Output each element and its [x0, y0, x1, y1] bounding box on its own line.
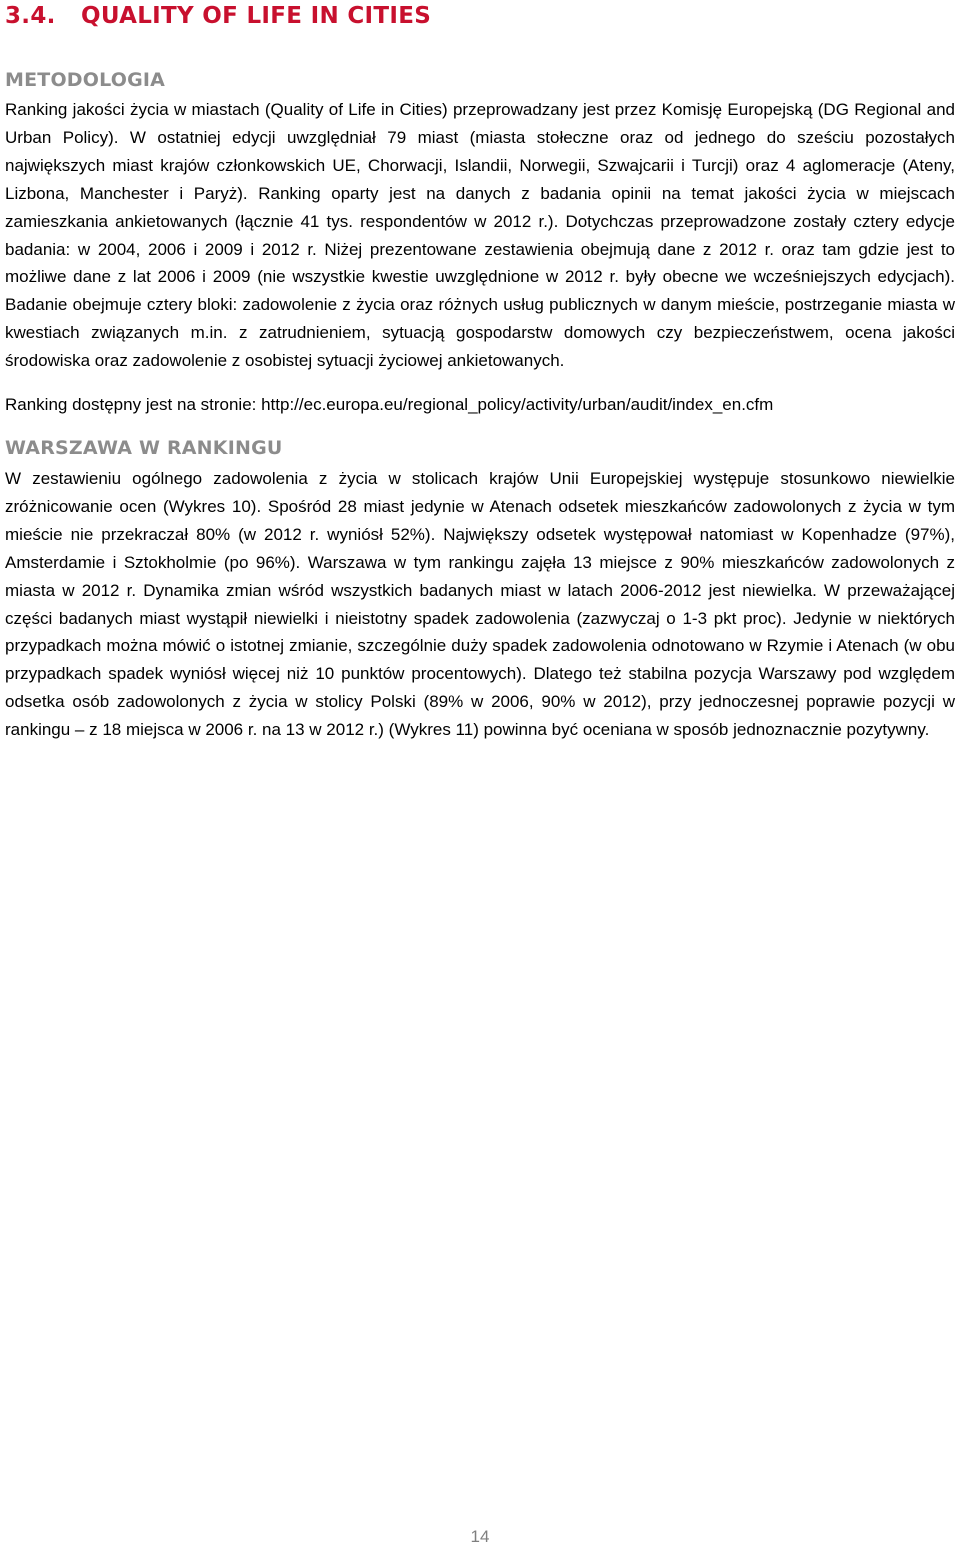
chapter-number: 3.4.	[5, 3, 56, 29]
paragraph-methodology: Ranking jakości życia w miastach (Quality of Life in Cities) przeprowadzany jest przez Komisję Europejską (DG Regional and Urban Policy). W ostatniej edycji uwzględniał 79 miast (miasta stołeczne oraz od jednego do sześciu pozostałych największych miast krajów członkowskich UE, Chorwacji, Islandii, Norwegii, Szwajcarii i Turcji) oraz 4 aglomeracje (Ateny, Lizbona, Manchester i Paryż). Ranking oparty jest na danych z badania opinii na temat jakości życia w miejscach zamieszkania ankietowanych (łącznie 41 tys. respondentów w 2012 r.). Dotychczas przeprowadzone zostały cztery edycje badania: w 2004, 2006 i 2009 i 2012 r. Niżej prezentowane zestawienia obejmują dane z 2012 r. oraz tam gdzie jest to możliwe dane z lat 2006 i 2009 (nie wszystkie kwestie uwzględnione w 2012 r. były obecne we wcześniejszych edycjach). Badanie obejmuje cztery bloki: zadowolenie z życia oraz różnych usług publicznych w danym mieście, postrzeganie miasta w kwestiach związanych m.in. z zatrudnieniem, sytuacją gospodarstw domowych czy bezpieczeństwem, ocena jakości środowiska oraz zadowolenie z osobistej sytuacji życiowej ankietowanych.	[5, 100, 955, 371]
section-title-warszawa-w-rankingu: WARSZAWA W RANKINGU	[5, 436, 283, 459]
paragraph-warsaw-ranking: W zestawieniu ogólnego zadowolenia z życia w stolicach krajów Unii Europejskiej występuje stosunkowo niewielkie zróżnicowanie ocen (Wykres 10). Spośród 28 miast jedynie w Atenach odsetek mieszkańców zadowolonych z życia w tym mieście nie przekraczał 80% (w 2012 r. wyniósł 52%). Największy odsetek występował natomiast w Kopenhadze (97%), Amsterdamie i Sztokholmie (po 96%). Warszawa w tym rankingu zajęła 13 miejsce z 90% mieszkańców zadowolonych z miasta w 2012 r. Dynamika zmian wśród wszystkich badanych miast w latach 2006-2012 jest niewielka. W przeważającej części badanych miast wystąpił niewielki i nieistotny spadek zadowolenia (zazwyczaj o 1-3 pkt proc). Jedynie w niektórych przypadkach można mówić o istotnej zmianie, szczególnie duży spadek zadowolenia odnotowano w Rzymie i Atenach (w obu przypadkach spadek wyniósł więcej niż 10 punktów procentowych). Dlatego też stabilna pozycja Warszawy pod względem odsetka osób zadowolonych z życia w stolicy Polski (89% w 2006, 90% w 2012), przy jednoczesnej poprawie pozycji w rankingu – z 18 miejsca w 2006 r. na 13 w 2012 r.) (Wykres 11) powinna być oceniana w sposób jednoznacznie pozytywny.	[5, 468, 955, 740]
chapter-title-text: QUALITY OF LIFE IN CITIES	[81, 3, 432, 29]
chapter-title	[5, 0, 955, 30]
paragraph-ranking-link: Ranking dostępny jest na stronie: http://ec.europa.eu/regional_policy/activity/urban/audit/index_en.cfm	[5, 395, 774, 415]
document-page	[5, 0, 955, 744]
section-title-metodologia: METODOLOGIA	[5, 69, 166, 91]
page-number: 14	[470, 1527, 490, 1546]
